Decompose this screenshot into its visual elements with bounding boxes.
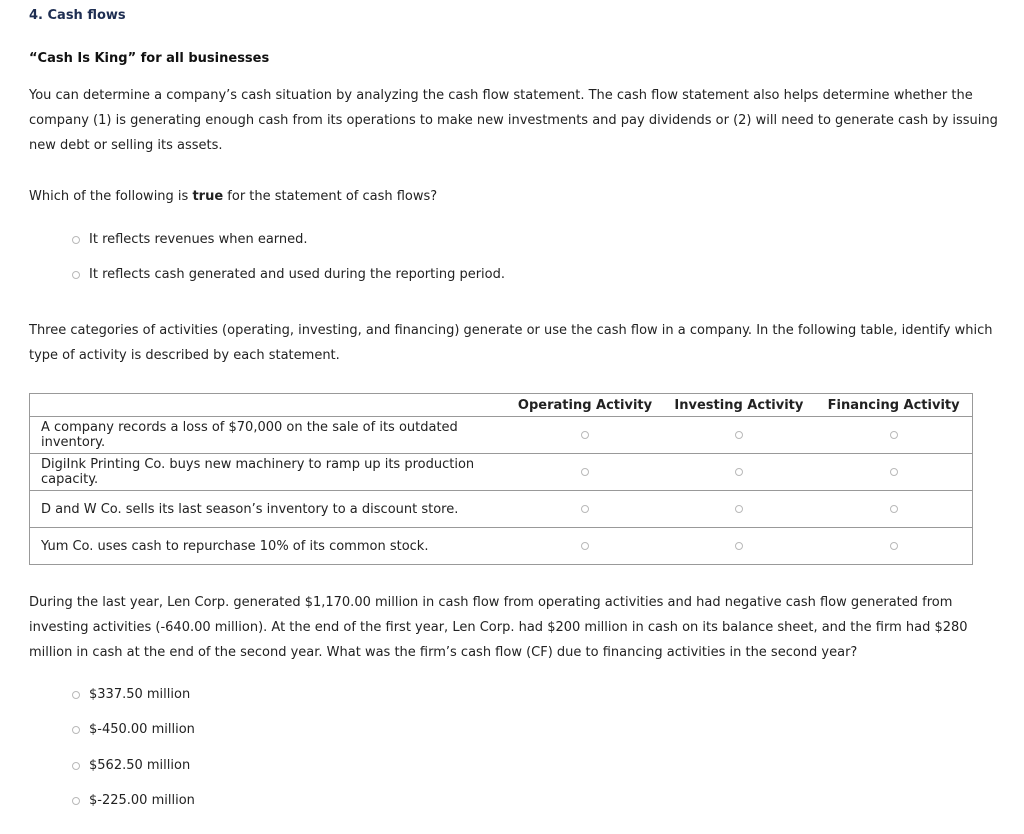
radio-button[interactable] <box>72 797 80 805</box>
activity-table <box>29 393 973 565</box>
section-title: 4. Cash flows <box>29 8 126 23</box>
subtitle: “Cash Is King” for all businesses <box>29 51 270 66</box>
row-statement: A company records a loss of $70,000 on the sale of its outdated inventory. <box>30 417 508 454</box>
cell-financing[interactable] <box>815 491 972 528</box>
question-3-option-4[interactable] <box>72 793 195 808</box>
radio-button[interactable] <box>72 691 80 699</box>
cell-financing[interactable] <box>815 528 972 565</box>
table-row <box>30 417 973 454</box>
option-label: $562.50 million <box>89 758 191 773</box>
header-statement <box>30 394 508 417</box>
question-3-option-3[interactable] <box>72 758 190 773</box>
question-2-prompt: Three categories of activities (operating, investing, and financing) generate or use the cash flow in a company. In the following table, identify which type of activity is described by each statement. <box>29 323 993 363</box>
radio-button[interactable] <box>581 468 589 476</box>
row-statement: D and W Co. sells its last season’s inventory to a discount store. <box>30 491 508 528</box>
cell-financing[interactable] <box>815 417 972 454</box>
cell-investing[interactable] <box>663 454 816 491</box>
option-label: $337.50 million <box>89 687 191 702</box>
table-header-row <box>30 394 973 417</box>
radio-button[interactable] <box>72 236 80 244</box>
cell-operating[interactable] <box>508 528 663 565</box>
row-statement: Yum Co. uses cash to repurchase 10% of its common stock. <box>30 528 508 565</box>
option-label: It reflects revenues when earned. <box>89 232 308 247</box>
radio-button[interactable] <box>72 726 80 734</box>
radio-button[interactable] <box>581 542 589 550</box>
option-label: $-450.00 million <box>89 722 195 737</box>
radio-button[interactable] <box>735 468 743 476</box>
cell-financing[interactable] <box>815 454 972 491</box>
radio-button[interactable] <box>890 431 898 439</box>
question-1-prefix: Which of the following is <box>29 189 193 204</box>
question-1-emphasis: true <box>192 189 224 204</box>
radio-button[interactable] <box>735 431 743 439</box>
cell-operating[interactable] <box>508 491 663 528</box>
question-1-suffix: for the statement of cash flows? <box>223 189 438 204</box>
cell-operating[interactable] <box>508 454 663 491</box>
question-3-option-2[interactable] <box>72 722 195 737</box>
radio-button[interactable] <box>735 505 743 513</box>
radio-button[interactable] <box>72 271 80 279</box>
radio-button[interactable] <box>890 505 898 513</box>
cell-investing[interactable] <box>663 491 816 528</box>
intro-paragraph: You can determine a company’s cash situation by analyzing the cash flow statement. The cash flow statement also helps determine whether the company (1) is generating enough cash from its operations to make new investments and pay dividends or (2) will need to generate cash by issuing new debt or selling its assets. <box>29 88 998 153</box>
question-3-prompt: During the last year, Len Corp. generated $1,170.00 million in cash flow from operating activities and had negative cash flow generated from investing activities (-640.00 million). At the end of the first year, Len Corp. had $200 million in cash on its balance sheet, and the firm had $280 million in cash at the end of the second year. What was the firm’s cash flow (CF) due to financing activities in the second year? <box>29 595 968 660</box>
radio-button[interactable] <box>581 505 589 513</box>
cell-investing[interactable] <box>663 417 816 454</box>
table-row <box>30 454 973 491</box>
question-1-option-2[interactable] <box>72 267 505 282</box>
header-financing: Financing Activity <box>815 394 972 417</box>
radio-button[interactable] <box>735 542 743 550</box>
radio-button[interactable] <box>890 542 898 550</box>
question-1-option-1[interactable] <box>72 232 308 247</box>
option-label: It reflects cash generated and used during the reporting period. <box>89 267 505 282</box>
option-label: $-225.00 million <box>89 793 195 808</box>
table-row <box>30 491 973 528</box>
radio-button[interactable] <box>72 762 80 770</box>
cell-investing[interactable] <box>663 528 816 565</box>
radio-button[interactable] <box>890 468 898 476</box>
row-statement: DigiInk Printing Co. buys new machinery to ramp up its production capacity. <box>30 454 508 491</box>
question-3-option-1[interactable] <box>72 687 190 702</box>
table-row <box>30 528 973 565</box>
radio-button[interactable] <box>581 431 589 439</box>
header-investing: Investing Activity <box>663 394 816 417</box>
header-operating: Operating Activity <box>508 394 663 417</box>
question-1-prompt <box>29 189 437 204</box>
cell-operating[interactable] <box>508 417 663 454</box>
